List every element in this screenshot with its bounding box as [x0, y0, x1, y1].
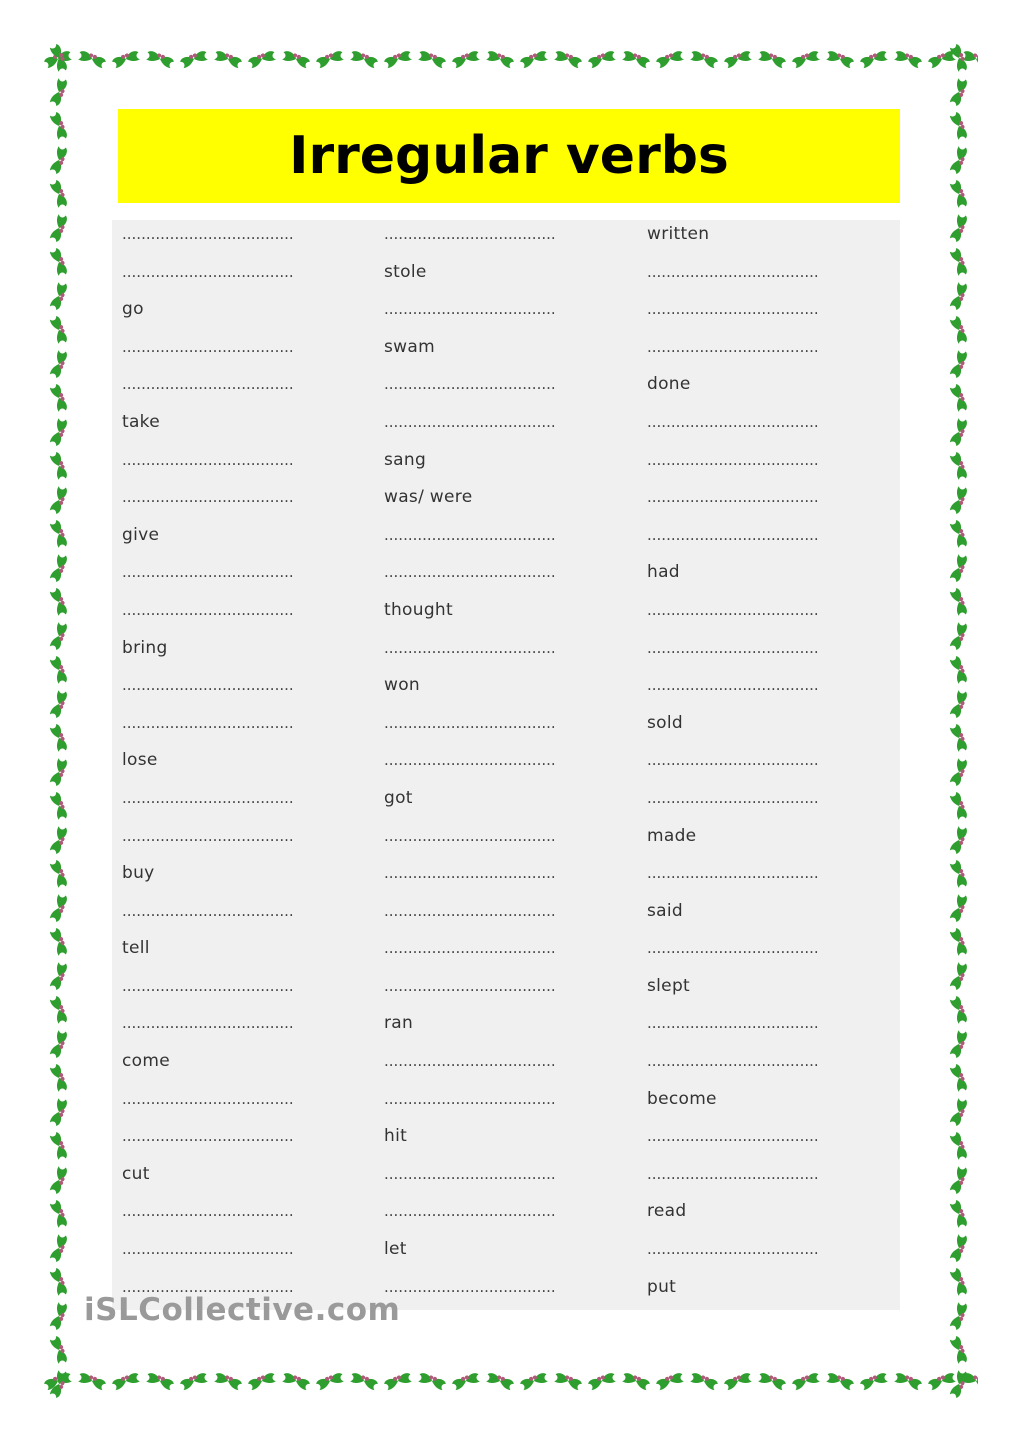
answer-blank: ....................................: [647, 262, 819, 281]
answer-blank: ....................................: [384, 751, 556, 770]
holly-leaf-icon: [723, 1372, 753, 1391]
holly-leaf-icon: [49, 723, 68, 753]
verb-cell: said: [647, 900, 683, 921]
answer-blank: ....................................: [122, 488, 294, 507]
holly-leaf-icon: [949, 961, 968, 991]
holly-border-right: [940, 40, 978, 1400]
holly-leaf-icon: [49, 77, 68, 107]
holly-leaf-icon: [213, 1372, 243, 1391]
verb-cell: sang: [384, 449, 427, 470]
holly-leaf-icon: [519, 1372, 549, 1391]
holly-leaf-icon: [949, 1369, 968, 1399]
holly-border-top: [40, 40, 978, 78]
holly-leaf-icon: [949, 349, 968, 379]
answer-blank: ....................................: [384, 1202, 556, 1221]
verb-cell: put: [647, 1276, 677, 1297]
holly-leaf-icon: [825, 1372, 855, 1391]
holly-leaf-icon: [949, 111, 968, 141]
watermark: iSLCollective.com: [84, 1292, 401, 1328]
verb-column-2: [384, 220, 624, 1310]
answer-blank: ....................................: [384, 412, 556, 431]
answer-blank: ....................................: [647, 450, 819, 469]
answer-blank: ....................................: [122, 450, 294, 469]
holly-leaf-icon: [49, 519, 68, 549]
holly-leaf-icon: [247, 1372, 277, 1391]
verb-cell: tell: [122, 938, 150, 959]
verb-cell: stole: [384, 261, 427, 282]
verb-cell: come: [122, 1051, 170, 1072]
holly-leaf-icon: [893, 1372, 923, 1391]
verb-cell: thought: [384, 599, 453, 620]
answer-blank: ....................................: [122, 788, 294, 807]
holly-leaf-icon: [949, 893, 968, 923]
holly-leaf-icon: [949, 1335, 968, 1365]
answer-blank: ....................................: [122, 1014, 294, 1033]
holly-leaf-icon: [655, 1372, 685, 1391]
verb-cell: hit: [384, 1126, 408, 1147]
holly-leaf-icon: [689, 1372, 719, 1391]
holly-leaf-icon: [949, 179, 968, 209]
verb-cell: lose: [122, 750, 158, 771]
holly-leaf-icon: [49, 383, 68, 413]
holly-leaf-icon: [49, 1199, 68, 1229]
verb-grid: [112, 220, 900, 1310]
holly-leaf-icon: [49, 825, 68, 855]
holly-leaf-icon: [893, 50, 923, 69]
answer-blank: ....................................: [384, 375, 556, 394]
holly-leaf-icon: [49, 43, 68, 73]
holly-leaf-icon: [859, 50, 889, 69]
holly-leaf-icon: [315, 1372, 345, 1391]
verb-cell: become: [647, 1088, 717, 1109]
holly-leaf-icon: [49, 927, 68, 957]
answer-blank: ....................................: [384, 976, 556, 995]
holly-leaf-icon: [349, 50, 379, 69]
answer-blank: ....................................: [384, 1277, 556, 1296]
holly-leaf-icon: [49, 995, 68, 1025]
holly-leaf-icon: [49, 1097, 68, 1127]
holly-leaf-icon: [77, 50, 107, 69]
holly-leaf-icon: [49, 689, 68, 719]
holly-leaf-icon: [949, 1165, 968, 1195]
holly-leaf-icon: [587, 50, 617, 69]
holly-leaf-icon: [49, 1165, 68, 1195]
holly-leaf-icon: [145, 50, 175, 69]
holly-leaf-icon: [949, 519, 968, 549]
holly-leaf-icon: [281, 1372, 311, 1391]
holly-leaf-icon: [77, 1372, 107, 1391]
answer-blank: ....................................: [122, 1240, 294, 1259]
holly-leaf-icon: [49, 451, 68, 481]
answer-blank: ....................................: [647, 638, 819, 657]
holly-leaf-icon: [49, 1233, 68, 1263]
verb-cell: go: [122, 299, 144, 320]
answer-blank: ....................................: [647, 1164, 819, 1183]
answer-blank: ....................................: [647, 788, 819, 807]
holly-leaf-icon: [949, 485, 968, 515]
holly-leaf-icon: [49, 145, 68, 175]
holly-leaf-icon: [383, 50, 413, 69]
holly-border-bottom: [40, 1362, 978, 1400]
answer-blank: ....................................: [384, 1164, 556, 1183]
holly-leaf-icon: [949, 1233, 968, 1263]
holly-leaf-icon: [383, 1372, 413, 1391]
holly-leaf-icon: [49, 1335, 68, 1365]
holly-leaf-icon: [49, 179, 68, 209]
holly-leaf-icon: [485, 50, 515, 69]
holly-leaf-icon: [949, 655, 968, 685]
holly-leaf-icon: [949, 1029, 968, 1059]
verb-cell: bring: [122, 637, 168, 658]
answer-blank: ....................................: [384, 300, 556, 319]
holly-leaf-icon: [949, 791, 968, 821]
page-title: Irregular verbs: [289, 126, 729, 186]
answer-blank: ....................................: [122, 262, 294, 281]
answer-blank: ....................................: [384, 1052, 556, 1071]
answer-blank: ....................................: [647, 412, 819, 431]
holly-leaf-icon: [949, 587, 968, 617]
verb-cell: was/ were: [384, 487, 473, 508]
holly-leaf-icon: [949, 1301, 968, 1331]
holly-leaf-icon: [757, 1372, 787, 1391]
answer-blank: ....................................: [647, 939, 819, 958]
holly-leaf-icon: [949, 553, 968, 583]
answer-blank: ....................................: [647, 337, 819, 356]
verb-cell: got: [384, 787, 413, 808]
answer-blank: ....................................: [122, 676, 294, 695]
holly-leaf-icon: [49, 1131, 68, 1161]
answer-blank: ....................................: [122, 713, 294, 732]
answer-blank: ....................................: [647, 676, 819, 695]
holly-leaf-icon: [49, 757, 68, 787]
holly-leaf-icon: [49, 213, 68, 243]
holly-leaf-icon: [49, 961, 68, 991]
holly-leaf-icon: [49, 621, 68, 651]
holly-leaf-icon: [213, 50, 243, 69]
holly-leaf-icon: [49, 349, 68, 379]
holly-leaf-icon: [949, 281, 968, 311]
answer-blank: ....................................: [384, 638, 556, 657]
holly-leaf-icon: [949, 1063, 968, 1093]
holly-leaf-icon: [949, 1267, 968, 1297]
holly-leaf-icon: [949, 383, 968, 413]
holly-leaf-icon: [757, 50, 787, 69]
holly-leaf-icon: [553, 50, 583, 69]
holly-leaf-icon: [587, 1372, 617, 1391]
title-banner: [118, 109, 900, 203]
verb-cell: let: [384, 1239, 407, 1260]
holly-leaf-icon: [949, 621, 968, 651]
answer-blank: ....................................: [122, 1089, 294, 1108]
verb-cell: cut: [122, 1163, 150, 1184]
holly-leaf-icon: [145, 1372, 175, 1391]
holly-leaf-icon: [791, 50, 821, 69]
holly-leaf-icon: [49, 859, 68, 889]
holly-leaf-icon: [949, 43, 968, 73]
answer-blank: ....................................: [384, 901, 556, 920]
answer-blank: ....................................: [384, 713, 556, 732]
holly-leaf-icon: [179, 1372, 209, 1391]
answer-blank: ....................................: [384, 225, 556, 243]
holly-leaf-icon: [949, 1131, 968, 1161]
verb-cell: ran: [384, 1013, 414, 1034]
holly-leaf-icon: [519, 50, 549, 69]
holly-leaf-icon: [49, 485, 68, 515]
answer-blank: ....................................: [647, 751, 819, 770]
answer-blank: ....................................: [647, 525, 819, 544]
answer-blank: ....................................: [384, 1089, 556, 1108]
holly-leaf-icon: [949, 1097, 968, 1127]
answer-blank: ....................................: [122, 976, 294, 995]
verb-cell: swam: [384, 336, 435, 357]
answer-blank: ....................................: [384, 525, 556, 544]
holly-leaf-icon: [49, 655, 68, 685]
answer-blank: ....................................: [122, 826, 294, 845]
verb-cell: written: [647, 224, 710, 244]
holly-leaf-icon: [49, 1301, 68, 1331]
holly-leaf-icon: [825, 50, 855, 69]
answer-blank: ....................................: [647, 488, 819, 507]
holly-leaf-icon: [49, 791, 68, 821]
holly-leaf-icon: [49, 281, 68, 311]
holly-leaf-icon: [791, 1372, 821, 1391]
holly-leaf-icon: [949, 825, 968, 855]
answer-blank: ....................................: [647, 1127, 819, 1146]
holly-leaf-icon: [949, 213, 968, 243]
holly-leaf-icon: [315, 50, 345, 69]
answer-blank: ....................................: [122, 1127, 294, 1146]
holly-border-left: [40, 40, 78, 1400]
answer-blank: ....................................: [122, 901, 294, 920]
holly-leaf-icon: [247, 50, 277, 69]
holly-leaf-icon: [451, 50, 481, 69]
holly-leaf-icon: [553, 1372, 583, 1391]
holly-leaf-icon: [49, 1029, 68, 1059]
holly-leaf-icon: [949, 723, 968, 753]
answer-blank: ....................................: [647, 864, 819, 883]
holly-leaf-icon: [949, 77, 968, 107]
answer-blank: ....................................: [647, 1014, 819, 1033]
holly-leaf-icon: [949, 417, 968, 447]
answer-blank: ....................................: [122, 1277, 294, 1296]
holly-leaf-icon: [49, 587, 68, 617]
holly-leaf-icon: [281, 50, 311, 69]
holly-leaf-icon: [49, 553, 68, 583]
answer-blank: ....................................: [122, 1202, 294, 1221]
verb-cell: buy: [122, 863, 155, 884]
holly-leaf-icon: [417, 50, 447, 69]
answer-blank: ....................................: [384, 826, 556, 845]
holly-leaf-icon: [621, 50, 651, 69]
holly-leaf-icon: [859, 1372, 889, 1391]
verb-column-3: [647, 220, 887, 1310]
holly-leaf-icon: [179, 50, 209, 69]
holly-leaf-icon: [655, 50, 685, 69]
holly-leaf-icon: [949, 247, 968, 277]
answer-blank: ....................................: [122, 563, 294, 582]
holly-leaf-icon: [49, 111, 68, 141]
holly-leaf-icon: [349, 1372, 379, 1391]
holly-leaf-icon: [723, 50, 753, 69]
holly-leaf-icon: [49, 417, 68, 447]
verb-cell: slept: [647, 975, 690, 996]
holly-leaf-icon: [949, 451, 968, 481]
holly-leaf-icon: [949, 315, 968, 345]
answer-blank: ....................................: [647, 300, 819, 319]
holly-leaf-icon: [49, 1369, 68, 1399]
holly-leaf-icon: [49, 247, 68, 277]
answer-blank: ....................................: [647, 1052, 819, 1071]
answer-blank: ....................................: [384, 939, 556, 958]
answer-blank: ....................................: [122, 337, 294, 356]
verb-cell: give: [122, 524, 160, 545]
holly-leaf-icon: [417, 1372, 447, 1391]
verb-cell: sold: [647, 712, 683, 733]
answer-blank: ....................................: [122, 600, 294, 619]
answer-blank: ....................................: [122, 375, 294, 394]
holly-leaf-icon: [49, 315, 68, 345]
answer-blank: ....................................: [384, 563, 556, 582]
holly-leaf-icon: [49, 1063, 68, 1093]
holly-leaf-icon: [111, 50, 141, 69]
verb-cell: made: [647, 825, 697, 846]
verb-column-1: [122, 220, 362, 1310]
holly-leaf-icon: [621, 1372, 651, 1391]
answer-blank: ....................................: [384, 864, 556, 883]
holly-leaf-icon: [49, 893, 68, 923]
answer-blank: ....................................: [647, 1240, 819, 1259]
holly-leaf-icon: [485, 1372, 515, 1391]
holly-leaf-icon: [451, 1372, 481, 1391]
holly-leaf-icon: [949, 1199, 968, 1229]
holly-leaf-icon: [949, 995, 968, 1025]
verb-cell: take: [122, 411, 160, 432]
verb-cell: read: [647, 1201, 687, 1222]
holly-leaf-icon: [949, 757, 968, 787]
holly-leaf-icon: [111, 1372, 141, 1391]
holly-leaf-icon: [949, 927, 968, 957]
holly-leaf-icon: [689, 50, 719, 69]
verb-cell: won: [384, 675, 420, 696]
answer-blank: ....................................: [647, 600, 819, 619]
holly-leaf-icon: [949, 145, 968, 175]
holly-leaf-icon: [949, 689, 968, 719]
holly-leaf-icon: [49, 1267, 68, 1297]
answer-blank: ....................................: [122, 225, 294, 243]
holly-leaf-icon: [949, 859, 968, 889]
verb-cell: had: [647, 562, 680, 583]
verb-cell: done: [647, 374, 691, 395]
